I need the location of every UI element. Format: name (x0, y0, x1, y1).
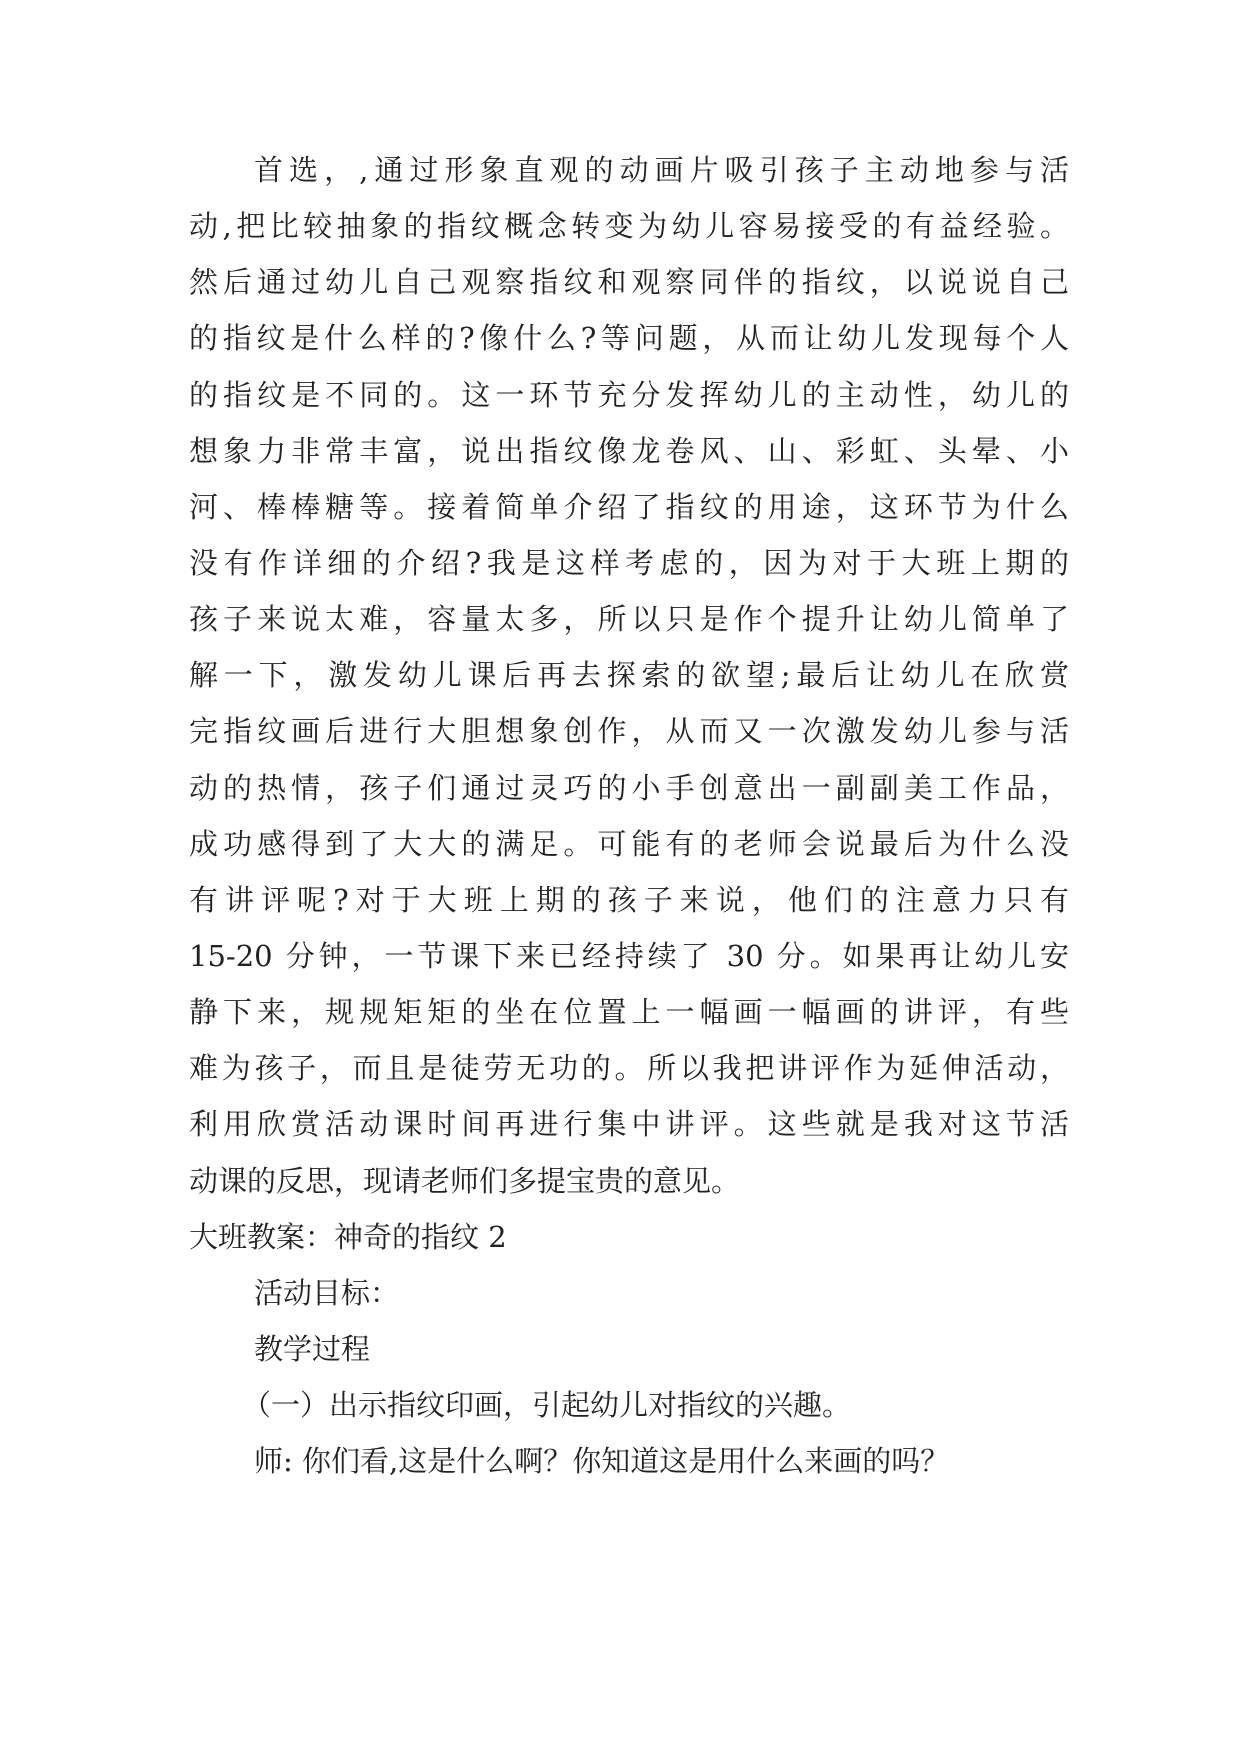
paragraph-line: 15-20 分钟，一节课下来已经持续了 30 分。如果再让幼儿安 (189, 939, 1069, 973)
paragraph-line: 动课的反思，现请老师们多提宝贵的意见。 (189, 1164, 741, 1198)
paragraph-line: 动的热情，孩子们通过灵巧的小手创意出一副副美工作品， (189, 771, 1069, 805)
paragraph-line: 河、棒棒糖等。接着简单介绍了指纹的用途，这环节为什么 (189, 490, 1069, 524)
paragraph-line: 的指纹是不同的。这一环节充分发挥幼儿的主动性，幼儿的 (189, 378, 1069, 412)
paragraph-line: 静下来，规规矩矩的坐在位置上一幅画一幅画的讲评，有些 (189, 995, 1069, 1029)
paragraph-line: 首选，,通过形象直观的动画片吸引孩子主动地参与活 (254, 153, 1069, 187)
paragraph-line: 有讲评呢?对于大班上期的孩子来说，他们的注意力只有 (189, 883, 1069, 917)
paragraph-line: 的指纹是什么样的?像什么?等问题，从而让幼儿发现每个人 (189, 321, 1069, 355)
paragraph-line: 难为孩子，而且是徒劳无功的。所以我把讲评作为延伸活动， (189, 1051, 1069, 1085)
section-title: 大班教案：神奇的指纹 2 (189, 1220, 507, 1254)
paragraph-line: 然后通过幼儿自己观察指纹和观察同伴的指纹，以说说自己 (189, 265, 1069, 299)
teacher-question: 师: 你们看,这是什么啊？你知道这是用什么来画的吗？ (254, 1444, 950, 1478)
paragraph-line: 没有作详细的介绍?我是这样考虑的，因为对于大班上期的 (189, 546, 1069, 580)
paragraph-line: 成功感得到了大大的满足。可能有的老师会说最后为什么没 (189, 827, 1069, 861)
paragraph-line: 完指纹画后进行大胆想象创作，从而又一次激发幼儿参与活 (189, 714, 1069, 748)
activity-goal-heading: 活动目标： (254, 1276, 400, 1310)
paragraph-line: 想象力非常丰富，说出指纹像龙卷风、山、彩虹、头晕、小 (189, 434, 1069, 468)
paragraph-line: 利用欣赏活动课时间再进行集中讲评。这些就是我对这节活 (189, 1107, 1069, 1141)
paragraph-line: 动,把比较抽象的指纹概念转变为幼儿容易接受的有益经验。 (189, 209, 1069, 243)
paragraph-line: 解一下，激发幼儿课后再去探索的欲望;最后让幼儿在欣赏 (189, 658, 1069, 692)
step-one-heading: （一）出示指纹印画，引起幼儿对指纹的兴趣。 (242, 1388, 852, 1422)
teaching-process-heading: 教学过程 (254, 1332, 371, 1366)
paragraph-line: 孩子来说太难，容量太多，所以只是作个提升让幼儿简单了 (189, 602, 1069, 636)
